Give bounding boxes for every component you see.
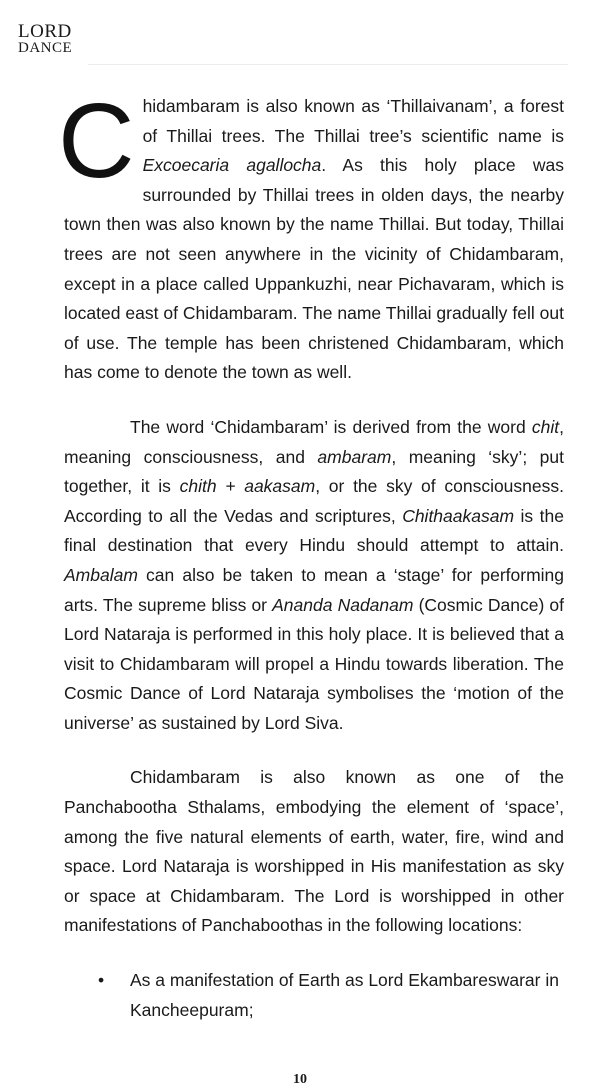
paragraph-2-text-5: , meaning ‘sky’; put together, it is <box>64 446 564 497</box>
paragraph-1 <box>58 82 564 388</box>
paragraph-3-text: Chidambaram is also known as one of the Panchabootha Sthalams, embodying the element of ‘space’, among the five natural elements of earth, water, fire, wind and space. Lord Nataraja is worshipped in His manifestation as sky or space at Chidambaram. The Lord is worshipped in other manifestations of Panchaboothas in the following locations: <box>64 767 564 936</box>
paragraph-3 <box>64 763 564 941</box>
paragraph-1-text-b: . As this holy place was surrounded by Thillai trees in olden days, the nearby town then was also known by the name Thillai. But today, Thillai trees are not seen anywhere in the vicinity of Chidambaram, except in a place called Uppankuzhi, near Pichavaram, which is located east of Chidambaram. The name Thillai gradually fell out of use. The temple has been christened Chidambaram, which has come to denote the town as well. <box>64 155 564 383</box>
header-rule <box>88 64 568 65</box>
paragraph-2-text-7: , or the sky of consciousness. According to all the Vedas and scriptures, <box>64 476 564 526</box>
list-item-text: As a manifestation of Earth as Lord Ekambareswarar in Kancheepuram; <box>130 970 559 1020</box>
term-chit: chit <box>531 416 560 437</box>
logo-line-lord: LORD <box>18 21 72 42</box>
term-ambaram: ambaram <box>317 446 392 467</box>
paragraph-2-text-9: is the final destination that every Hindu should attempt to attain. <box>64 505 564 556</box>
scientific-name: Excoecaria agallocha <box>142 155 322 176</box>
bullet-list <box>64 966 564 1025</box>
paragraph-2-text-11: can also be taken to mean a ‘stage’ for performing arts. The supreme bliss or <box>64 564 564 615</box>
running-head-logo <box>18 22 72 56</box>
paragraph-2 <box>64 413 564 739</box>
list-item <box>64 966 564 1025</box>
bullet-icon: • <box>98 970 105 991</box>
drop-cap: C <box>58 82 135 200</box>
term-ananda-nadanam: Ananda Nadanam <box>272 594 414 615</box>
term-chithaakasam: Chithaakasam <box>402 505 515 526</box>
term-ambalam: Ambalam <box>64 564 138 585</box>
term-chith-aakasam: chith + aakasam <box>179 476 316 497</box>
paragraph-1-text-a: hidambaram is also known as ‘Thillaivanam’, a forest of Thillai trees. The Thillai tree’s scientific name is <box>142 96 564 146</box>
logo-line-dance: DANCE <box>18 40 73 56</box>
paragraph-2-text-3: , meaning consciousness, and <box>64 416 564 467</box>
page-number: 10 <box>293 1072 307 1087</box>
page-body <box>58 82 564 1025</box>
paragraph-2-text-1: The word ‘Chidambaram’ is derived from the word <box>130 416 532 437</box>
paragraph-2-text-13: (Cosmic Dance) of Lord Nataraja is performed in this holy place. It is believed that a visit to Chidambaram will propel a Hindu towards liberation. The Cosmic Dance of Lord Nataraja symbolises the ‘motion of the universe’ as sustained by Lord Siva. <box>64 594 564 733</box>
